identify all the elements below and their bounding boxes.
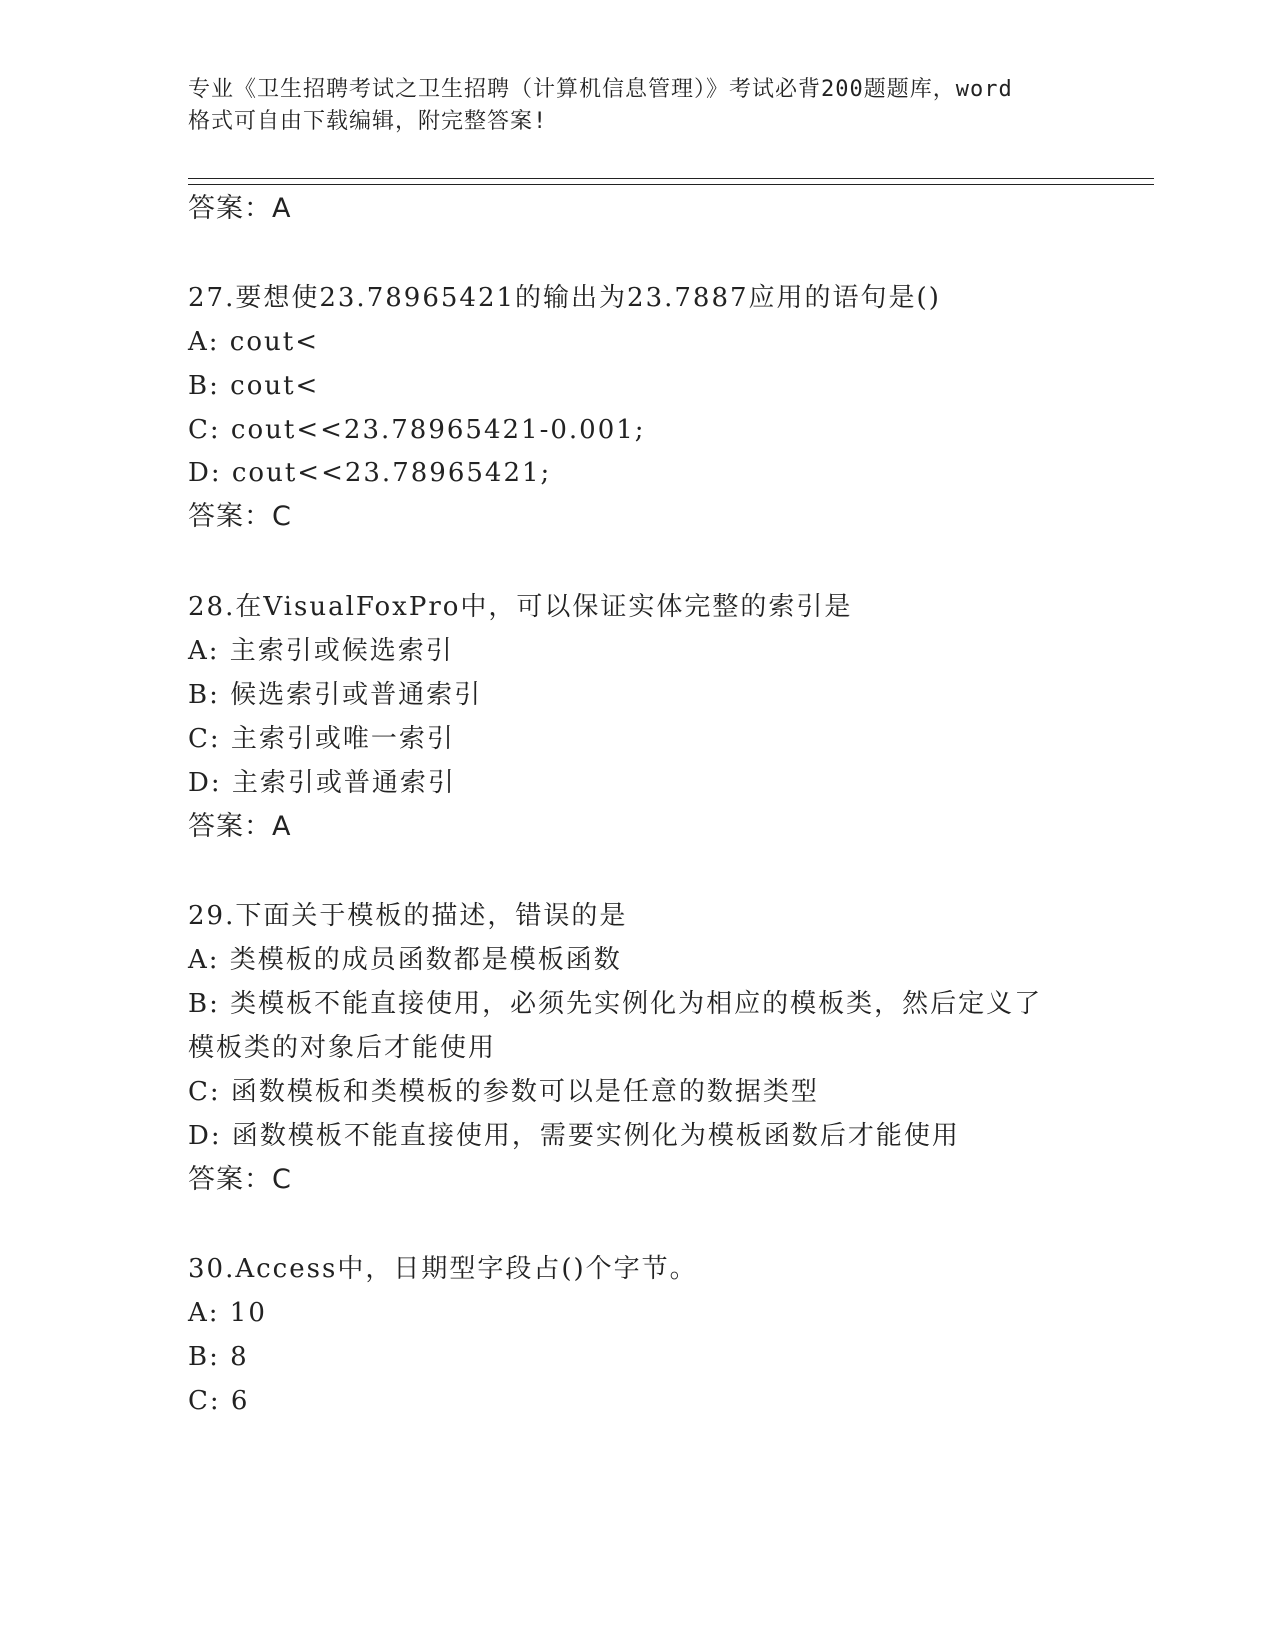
- q29-option-d: D: 函数模板不能直接使用，需要实例化为模板函数后才能使用: [188, 1121, 960, 1151]
- answer-29: 答案：C: [188, 1164, 292, 1195]
- question-30: 30.Access中，日期型字段占()个字节。: [188, 1254, 698, 1284]
- question-27: 27.要想使23.78965421的输出为23.7887应用的语句是(): [188, 283, 941, 313]
- q29-option-a: A: 类模板的成员函数都是模板函数: [188, 945, 622, 975]
- header-line-2: 格式可自由下载编辑，附完整答案!: [188, 109, 548, 134]
- q28-option-a: A: 主索引或候选索引: [188, 636, 454, 666]
- q30-option-a: A: 10: [188, 1298, 267, 1328]
- answer-28: 答案：A: [188, 811, 292, 842]
- document-header: [188, 74, 1088, 138]
- q30-option-b: B: 8: [188, 1342, 249, 1372]
- answer-26: 答案：A: [188, 193, 292, 224]
- q28-option-d: D: 主索引或普通索引: [188, 768, 456, 798]
- q29-option-c: C: 函数模板和类模板的参数可以是任意的数据类型: [188, 1077, 819, 1107]
- q30-option-c: C: 6: [188, 1386, 250, 1416]
- q28-option-b: B: 候选索引或普通索引: [188, 680, 483, 710]
- q29-option-b-line-1: B: 类模板不能直接使用，必须先实例化为相应的模板类，然后定义了: [188, 989, 1043, 1019]
- answer-27: 答案：C: [188, 501, 292, 532]
- q28-option-c: C: 主索引或唯一索引: [188, 724, 455, 754]
- header-line-1: 专业《卫生招聘考试之卫生招聘（计算机信息管理）》考试必背200题题库，word: [188, 77, 1013, 102]
- header-divider: [188, 178, 1154, 185]
- q27-option-d: D: cout<<23.78965421;: [188, 458, 552, 488]
- q27-option-a: A: cout<: [188, 327, 319, 357]
- question-29: 29.下面关于模板的描述，错误的是: [188, 901, 628, 931]
- q29-option-b-line-2: 模板类的对象后才能使用: [188, 1033, 497, 1063]
- q27-option-b: B: cout<: [188, 371, 320, 401]
- question-28: 28.在VisualFoxPro中，可以保证实体完整的索引是: [188, 592, 853, 622]
- q27-option-c: C: cout<<23.78965421-0.001;: [188, 415, 646, 445]
